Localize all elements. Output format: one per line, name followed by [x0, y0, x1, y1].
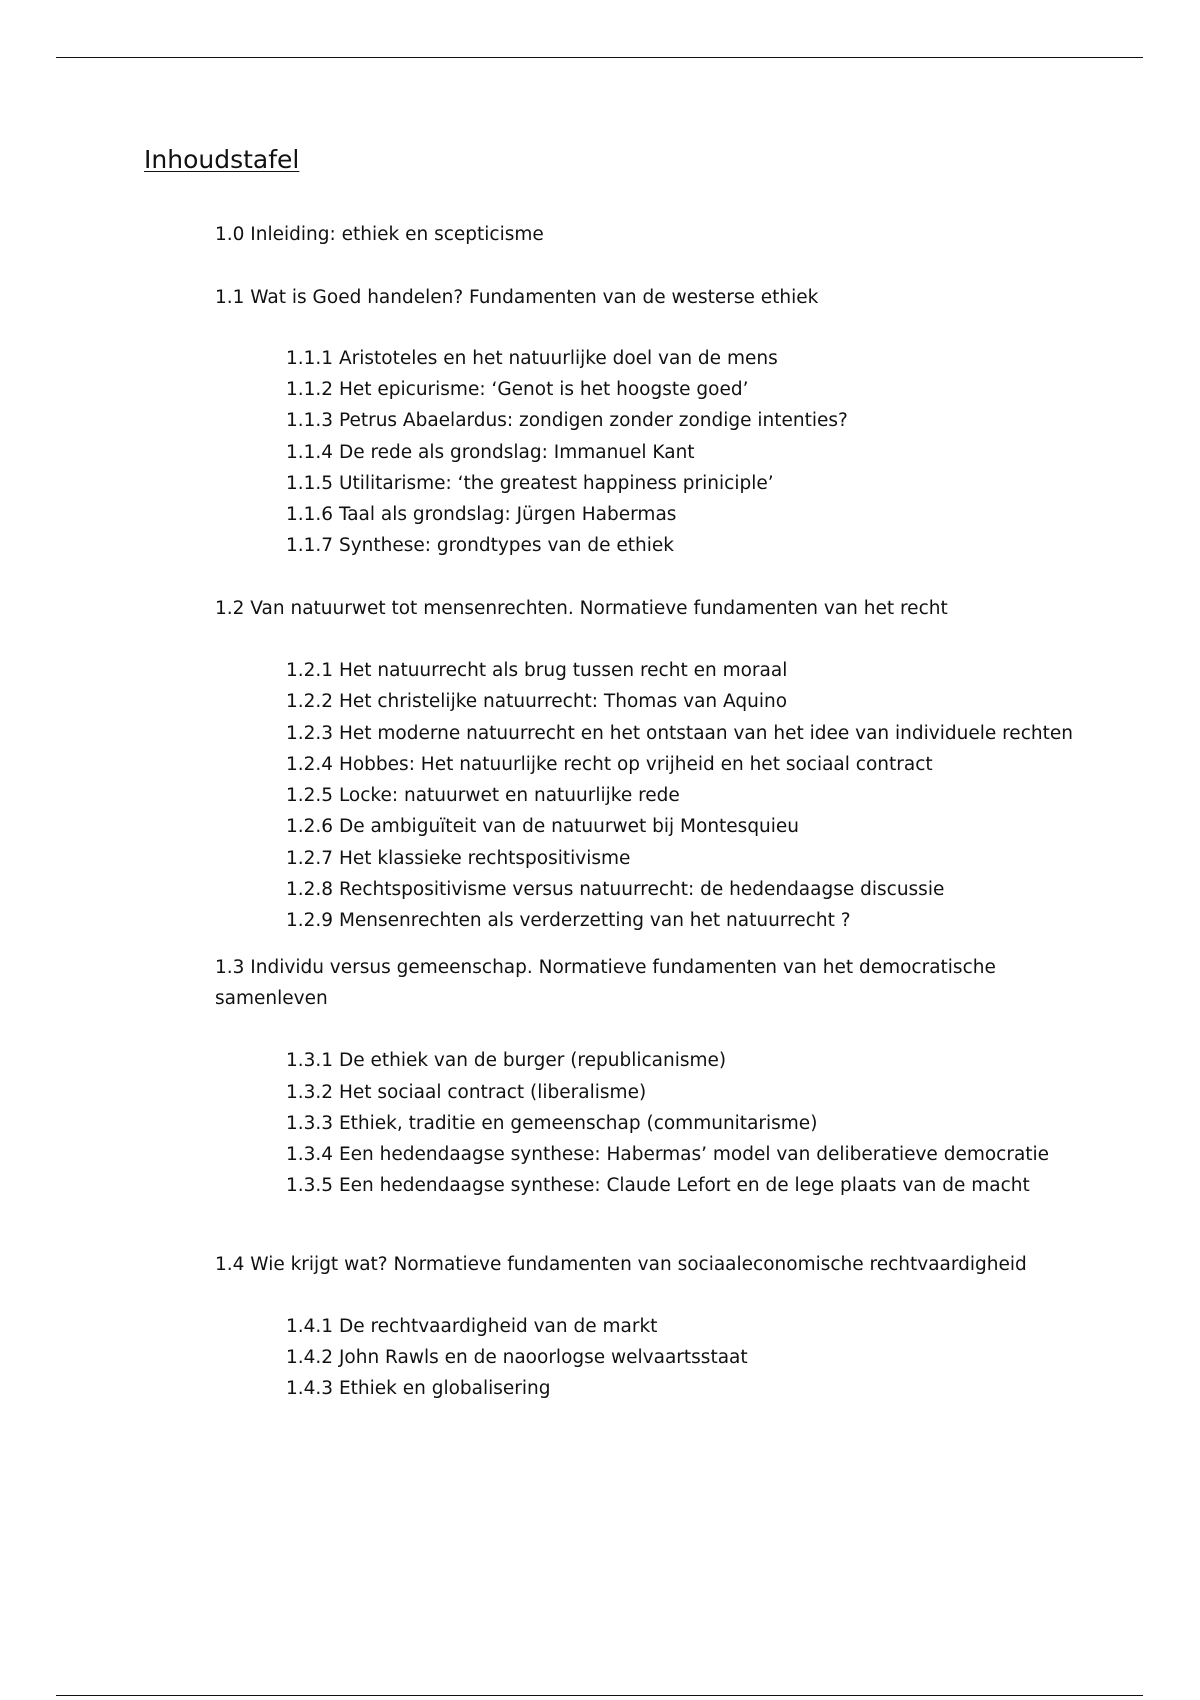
toc-entry-1-2-5: 1.2.5 Locke: natuurwet en natuurlijke rede [286, 785, 680, 806]
toc-entry-1-3-continued: samenleven [215, 988, 328, 1009]
toc-entry-1-3-5: 1.3.5 Een hedendaagse synthese: Claude Lefort en de lege plaats van de macht [286, 1175, 1030, 1196]
toc-entry-1-1: 1.1 Wat is Goed handelen? Fundamenten van de westerse ethiek [215, 287, 819, 308]
toc-entry-1-4-2: 1.4.2 John Rawls en de naoorlogse welvaartsstaat [286, 1347, 748, 1368]
toc-title: Inhoudstafel [144, 145, 300, 174]
toc-entry-1-4-3: 1.4.3 Ethiek en globalisering [286, 1378, 551, 1399]
toc-entry-1-2: 1.2 Van natuurwet tot mensenrechten. Normatieve fundamenten van het recht [215, 598, 948, 619]
toc-entry-1-3-2: 1.3.2 Het sociaal contract (liberalisme) [286, 1082, 647, 1103]
toc-entry-1-1-3: 1.1.3 Petrus Abaelardus: zondigen zonder zondige intenties? [286, 410, 848, 431]
toc-entry-1-4: 1.4 Wie krijgt wat? Normatieve fundamenten van sociaaleconomische rechtvaardigheid [215, 1254, 1027, 1275]
toc-entry-1-2-6: 1.2.6 De ambiguïteit van de natuurwet bij Montesquieu [286, 816, 800, 837]
toc-entry-1-3: 1.3 Individu versus gemeenschap. Normatieve fundamenten van het democratische [215, 957, 996, 978]
toc-entry-1-2-4: 1.2.4 Hobbes: Het natuurlijke recht op vrijheid en het sociaal contract [286, 754, 933, 775]
toc-entry-1-1-5: 1.1.5 Utilitarisme: ‘the greatest happiness priniciple’ [286, 473, 774, 494]
toc-entry-1-2-9: 1.2.9 Mensenrechten als verderzetting van het natuurrecht ? [286, 910, 851, 931]
toc-entry-1-0: 1.0 Inleiding: ethiek en scepticisme [215, 224, 544, 245]
toc-entry-1-1-1: 1.1.1 Aristoteles en het natuurlijke doel van de mens [286, 348, 778, 369]
toc-entry-1-3-3: 1.3.3 Ethiek, traditie en gemeenschap (communitarisme) [286, 1113, 818, 1134]
toc-entry-1-2-8: 1.2.8 Rechtspositivisme versus natuurrecht: de hedendaagse discussie [286, 879, 945, 900]
toc-entry-1-1-4: 1.1.4 De rede als grondslag: Immanuel Kant [286, 442, 695, 463]
toc-entry-1-1-6: 1.1.6 Taal als grondslag: Jürgen Habermas [286, 504, 677, 525]
toc-entry-1-3-4: 1.3.4 Een hedendaagse synthese: Habermas’ model van deliberatieve democratie [286, 1144, 1050, 1165]
toc-entry-1-3-1: 1.3.1 De ethiek van de burger (republicanisme) [286, 1050, 727, 1071]
toc-entry-1-2-7: 1.2.7 Het klassieke rechtspositivisme [286, 848, 631, 869]
toc-entry-1-1-7: 1.1.7 Synthese: grondtypes van de ethiek [286, 535, 674, 556]
top-rule [56, 57, 1143, 58]
toc-entry-1-2-3: 1.2.3 Het moderne natuurrecht en het ontstaan van het idee van individuele rechten [286, 723, 1073, 744]
bottom-rule [56, 1695, 1143, 1696]
toc-entry-1-2-2: 1.2.2 Het christelijke natuurrecht: Thomas van Aquino [286, 691, 788, 712]
toc-entry-1-2-1: 1.2.1 Het natuurrecht als brug tussen recht en moraal [286, 660, 788, 681]
toc-entry-1-1-2: 1.1.2 Het epicurisme: ‘Genot is het hoogste goed’ [286, 379, 749, 400]
toc-entry-1-4-1: 1.4.1 De rechtvaardigheid van de markt [286, 1316, 658, 1337]
